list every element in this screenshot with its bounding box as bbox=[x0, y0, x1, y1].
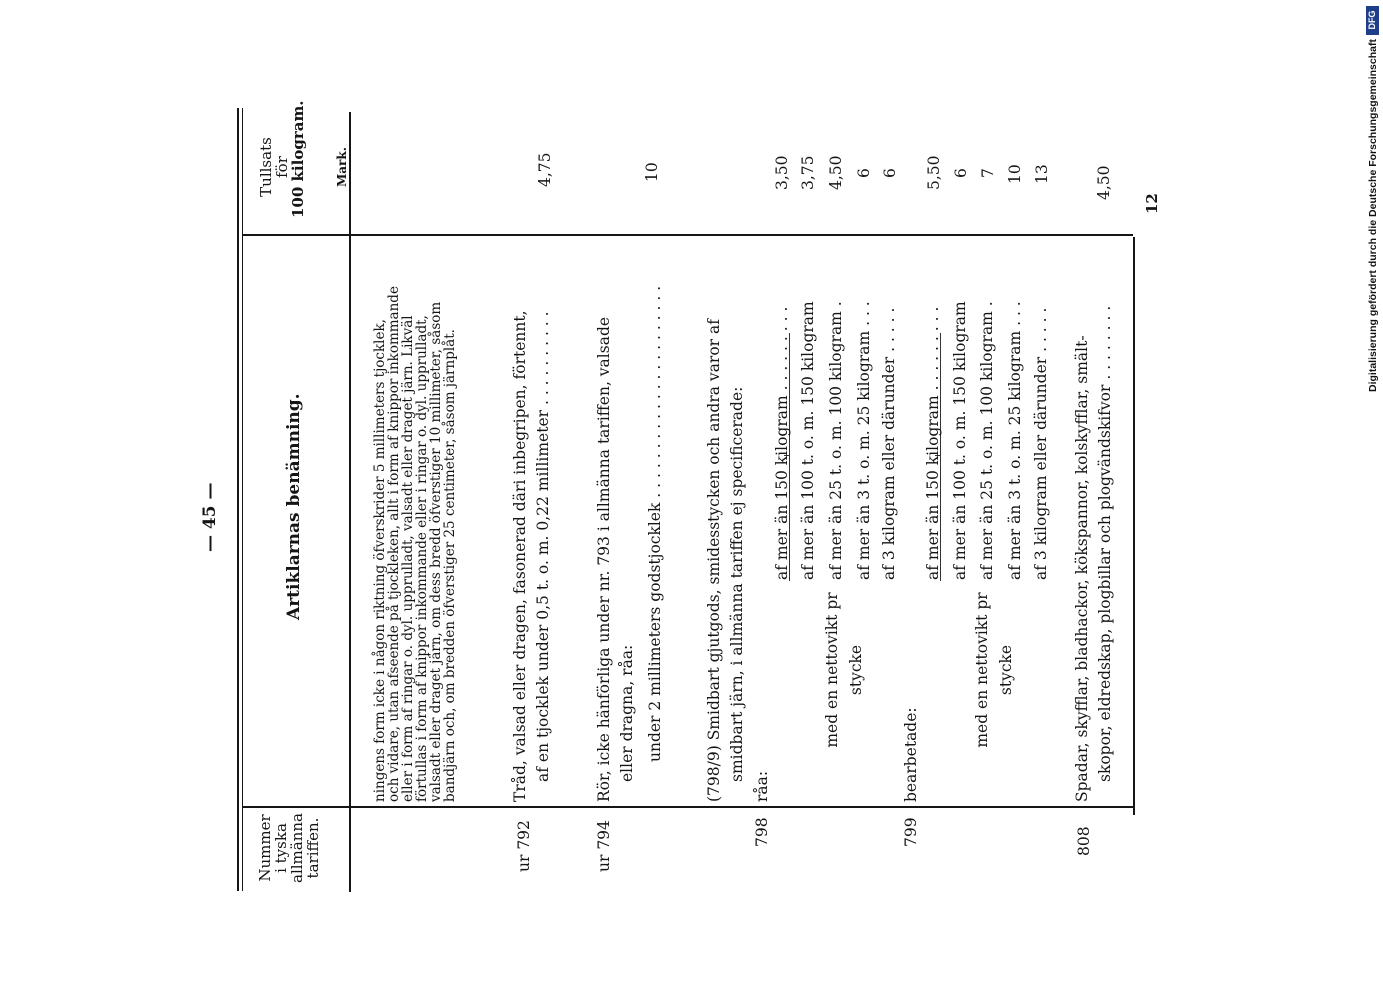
header-article: Artiklarnas benämning. bbox=[284, 393, 304, 620]
duty-799-2: 6 bbox=[952, 168, 970, 178]
row-number-808: 808 bbox=[1075, 826, 1093, 856]
column-divider-number bbox=[243, 806, 1133, 808]
item-798-2: af mer än 100 t. o. m. 150 kilogram bbox=[799, 301, 817, 580]
row-text-808-line2: skopor, eldredskap, plogbillar och plogvändskifvor . . . . . . . . bbox=[1096, 305, 1114, 782]
table-top-rule-inner bbox=[242, 108, 243, 891]
item-799-3: af mer än 25 t. o. m. 100 kilogram . bbox=[978, 301, 996, 580]
row-duty-794: 10 bbox=[643, 162, 661, 182]
item-799-5: af 3 kilogram eller därunder . . . . . bbox=[1032, 307, 1050, 580]
row-number-792: ur 792 bbox=[515, 820, 533, 872]
group-label-798: med en nettovikt pr stycke bbox=[823, 592, 865, 748]
row-text-792-line1: Tråd, valsad eller dragen, fasonerad däri inbegripen, förtennt, bbox=[511, 310, 529, 802]
item-799-2: af mer än 100 t. o. m. 150 kilogram bbox=[951, 301, 969, 580]
item-798-1: af mer än 150 kilogram . . . . . . . . . bbox=[773, 306, 791, 580]
header-duty-unit: Mark. bbox=[335, 147, 349, 187]
row-label-798: råa: bbox=[753, 770, 771, 802]
row-text-794-line2: eller dragna, råa: bbox=[618, 644, 636, 782]
duty-798-1: 3,50 bbox=[773, 155, 791, 190]
duty-799-5: 13 bbox=[1033, 164, 1051, 184]
item-799-4: af mer än 3 t. o. m. 25 kilogram . . . bbox=[1006, 301, 1024, 580]
group-label-799: med en nettovikt pr stycke bbox=[973, 592, 1015, 748]
dfg-logo: DFG bbox=[1366, 6, 1379, 35]
table-top-rule bbox=[237, 108, 239, 891]
row-label-799: bearbetade: bbox=[902, 707, 920, 802]
row-text-792-line2: af en tjocklek under 0,5 t. o. m. 0,22 millimeter . . . . . . . . . . bbox=[534, 311, 552, 782]
row-text-7989-line2: smidbart järn, i allmänna tariffen ej specificerade: bbox=[728, 386, 746, 782]
row-text-808-line1: Spadar, skyfflar, bladhackor, kökspannor, kolskyfflar, smält- bbox=[1073, 335, 1091, 802]
header-duty: Tullsats för 100 kilogram. bbox=[257, 100, 307, 218]
duty-799-3: 7 bbox=[979, 168, 997, 178]
row-text-794-line1: Rör, icke hänförliga under nr. 793 i allmänna tariffen, valsade bbox=[595, 316, 613, 802]
page-number: — 45 — bbox=[200, 482, 220, 552]
header-number: Nummer i tyska allmänna tariffen. bbox=[256, 813, 322, 883]
table-bottom-rule bbox=[1133, 237, 1135, 815]
intro-paragraph: ningens form icke i någon riktning öfverskrider 5 millimeters tjocklek, och vidare, utan afseende på tjockleken, allt i form af knippor inkommande eller i form af ringar o. dyl. upprulladt, valsadt eller draget järn. Likväl förtullas i form af knippor inkommande eller i ringar o. dyl. upprulladt, valsadt eller draget järn, om dess bredd öfverstiger 10 millimeter, såsom bandjärn och, om bredden öfverstiger 25 centimeter, såsom järnplåt. bbox=[372, 286, 458, 802]
duty-798-3: 4,50 bbox=[827, 155, 845, 190]
duty-798-5: 6 bbox=[881, 168, 899, 178]
duty-798-2: 3,75 bbox=[799, 155, 817, 190]
digitization-credit: Digitalisierung gefördert durch die Deutsche Forschungsgemeinschaft bbox=[1367, 39, 1379, 392]
row-number-798: 798 bbox=[753, 817, 771, 847]
row-duty-792: 4,75 bbox=[536, 152, 554, 187]
item-799-1: af mer än 150 kilogram . . . . . . . . . bbox=[924, 306, 942, 580]
column-divider-duty bbox=[243, 234, 1133, 236]
duty-798-4: 6 bbox=[855, 168, 873, 178]
signature-mark: 12 bbox=[1143, 193, 1161, 214]
row-duty-808: 4,50 bbox=[1095, 165, 1113, 200]
item-798-3: af mer än 25 t. o. m. 100 kilogram . bbox=[827, 301, 845, 580]
item-798-4: af mer än 3 t. o. m. 25 kilogram . . . bbox=[855, 301, 873, 580]
row-number-799: 799 bbox=[902, 817, 920, 847]
row-text-794-line3: under 2 millimeters godstjocklek . . . . . . . . . . . . . . . . . . . . . . bbox=[646, 285, 664, 762]
row-number-794: ur 794 bbox=[595, 820, 613, 872]
duty-799-4: 10 bbox=[1006, 164, 1024, 184]
item-798-5: af 3 kilogram eller därunder . . . . . bbox=[880, 307, 898, 580]
header-rule bbox=[349, 112, 351, 892]
row-text-7989-line1: (798/9) Smidbart gjutgods, smidesstycken och andra varor af bbox=[705, 319, 723, 802]
duty-799-1: 5,50 bbox=[925, 155, 943, 190]
